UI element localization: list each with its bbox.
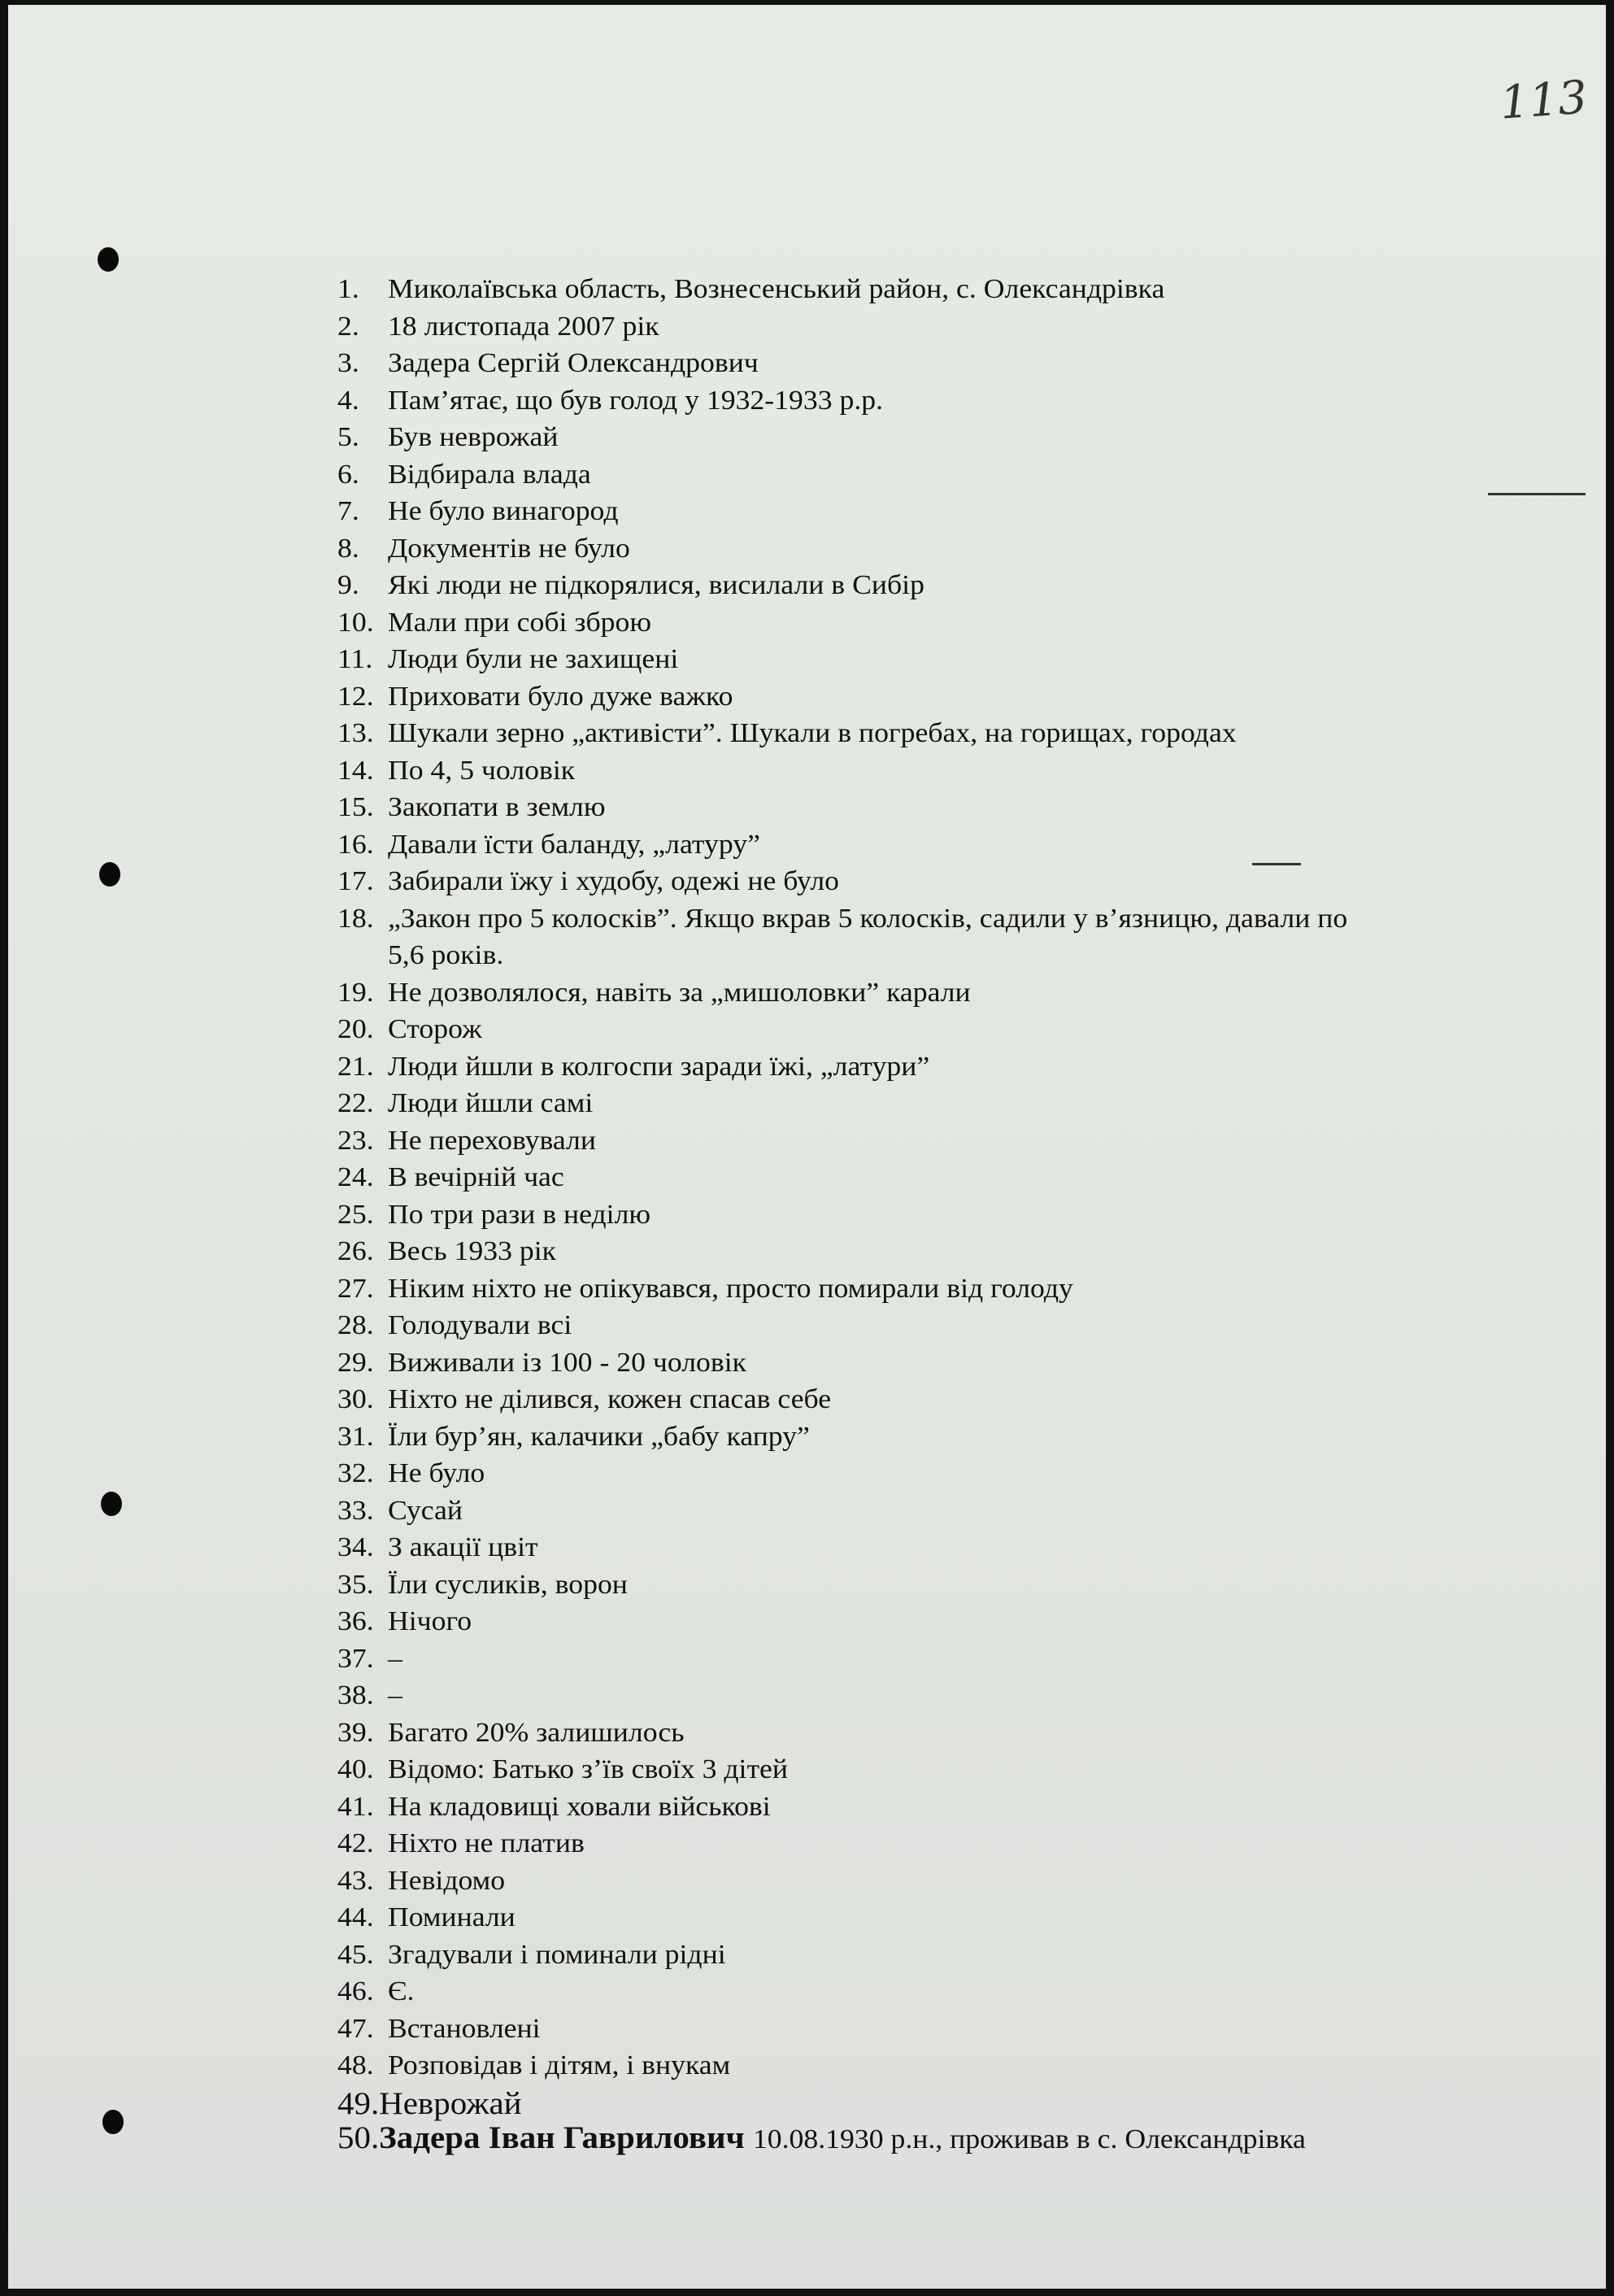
list-item	[337, 1052, 929, 1083]
list-item	[337, 1200, 650, 1231]
list-item	[337, 1644, 402, 1675]
list-item	[337, 274, 1164, 305]
list-item	[337, 1606, 472, 1637]
item-text: На кладовищі ховали військові	[387, 1791, 771, 1822]
list-item	[337, 1310, 572, 1341]
item-number: 40.	[337, 1754, 374, 1784]
list-item	[337, 2050, 730, 2081]
item-text: Ніким ніхто не опікувався, просто помирали від голоду	[387, 1273, 1073, 1304]
item-text: З акації цвіт	[387, 1532, 538, 1562]
item-number: 11.	[337, 644, 373, 674]
item-text: Не переховували	[387, 1125, 596, 1156]
item-number: 21.	[337, 1051, 374, 1082]
list-item	[337, 1348, 746, 1379]
item-number: 28.	[337, 1310, 374, 1340]
list-item	[337, 2085, 522, 2122]
item-text: 18 листопада 2007 рік	[387, 311, 659, 342]
item-text: Не дозволялося, навіть за „мишоловки” карали	[387, 977, 971, 1008]
item-text: Давали їсти баланду, „латуру”	[387, 829, 760, 860]
item-number: 36.	[337, 1606, 374, 1636]
item-number: 22.	[337, 1088, 374, 1118]
item-number: 44.	[337, 1902, 374, 1932]
list-item	[337, 978, 971, 1009]
list-item	[337, 1236, 556, 1267]
document-page	[8, 5, 1606, 2289]
item-number: 33.	[337, 1495, 374, 1526]
list-item	[337, 1422, 810, 1453]
list-item	[337, 1866, 505, 1897]
list-item	[337, 1902, 516, 1933]
list-item	[337, 1014, 482, 1045]
item-number: 39.	[337, 1717, 374, 1748]
item-number: 3.	[337, 348, 359, 378]
item-number: 30.	[337, 1384, 374, 1414]
person-name: Задера Іван Гаврилович	[379, 2120, 745, 2155]
item-number: 31.	[337, 1421, 374, 1452]
list-item	[337, 904, 1347, 935]
item-number: 47.	[337, 2013, 374, 2044]
list-item	[337, 1532, 538, 1563]
list-item	[337, 2120, 1306, 2156]
item-number: 2.	[337, 311, 359, 342]
list-item	[337, 756, 575, 786]
item-text: Люди були не захищені	[387, 644, 679, 674]
item-number: 13.	[337, 718, 374, 748]
item-text: Відбирала влада	[387, 459, 591, 490]
item-text: Був неврожай	[387, 422, 559, 452]
item-text: Розповідав і дітям, і внукам	[387, 2050, 731, 2080]
item-text: Люди йшли самі	[387, 1088, 594, 1118]
item-text: Не було	[387, 1458, 485, 1488]
punch-hole	[102, 2110, 124, 2134]
item-text: Їли сусликів, ворон	[387, 1569, 628, 1600]
item-number: 5.	[337, 422, 359, 452]
item-text: Шукали зерно „активісти”. Шукали в погребах, на горищах, городах	[387, 718, 1237, 748]
item-text: Їли бур’ян, калачики „бабу капру”	[387, 1421, 810, 1452]
list-item	[337, 1680, 402, 1711]
item-text: Поминали	[387, 1902, 516, 1932]
item-text: По 4, 5 чоловік	[387, 755, 576, 786]
list-item-continuation: 5,6 років.	[387, 940, 504, 970]
item-number: 18.	[337, 903, 374, 934]
list-item	[337, 1126, 596, 1157]
item-number: 43.	[337, 1865, 374, 1896]
list-item	[337, 1384, 831, 1415]
list-item	[337, 386, 883, 416]
list-item	[337, 866, 839, 897]
item-number: 14.	[337, 755, 374, 786]
item-number: 34.	[337, 1532, 374, 1562]
item-number: 1.	[337, 274, 359, 304]
list-item	[337, 348, 759, 379]
item-number: 38.	[337, 1680, 374, 1710]
punch-hole	[98, 247, 119, 272]
item-text: Встановлені	[387, 2013, 541, 2044]
item-number: 9.	[337, 570, 359, 600]
item-text: Не було винагород	[387, 496, 619, 526]
item-text: По три рази в неділю	[387, 1199, 651, 1230]
list-item	[337, 422, 558, 453]
list-item	[337, 1792, 771, 1823]
list-item	[337, 534, 630, 564]
item-text: Виживали із 100 - 20 чоловік	[387, 1347, 747, 1378]
item-number: 46.	[337, 1976, 374, 2006]
item-text: Приховати було дуже важко	[387, 681, 733, 712]
item-number: 19.	[337, 977, 374, 1008]
item-text: –	[387, 1643, 402, 1674]
list-item	[337, 312, 659, 342]
list-item	[337, 1088, 593, 1119]
item-number: 7.	[337, 496, 359, 526]
item-text: Які люди не підкорялися, висилали в Сибір	[387, 570, 924, 600]
item-text: Голодували всі	[387, 1310, 572, 1340]
item-number: 49.	[337, 2085, 380, 2121]
item-text: –	[387, 1680, 402, 1710]
item-text: В вечірній час	[387, 1162, 564, 1192]
scan-mark	[1488, 493, 1586, 495]
item-number: 24.	[337, 1162, 374, 1192]
item-number: 35.	[337, 1569, 374, 1600]
item-text: Нічого	[387, 1606, 472, 1636]
item-text: Забирали їжу і худобу, одежі не було	[387, 866, 840, 896]
list-item	[337, 2014, 541, 2045]
item-text: „Закон про 5 колосків”. Якщо вкрав 5 колосків, садили у в’язницю, давали по	[387, 903, 1348, 934]
list-item	[337, 1718, 685, 1749]
list-item	[337, 608, 651, 638]
item-number: 42.	[337, 1828, 374, 1858]
item-text: Сторож	[387, 1014, 482, 1044]
item-text: Весь 1933 рік	[387, 1236, 556, 1266]
list-item	[337, 1754, 788, 1785]
list-item	[337, 718, 1237, 749]
item-number: 48.	[337, 2050, 374, 2080]
item-number: 45.	[337, 1939, 374, 1970]
list-item	[337, 1570, 628, 1601]
list-item	[337, 1458, 485, 1489]
list-item	[337, 570, 924, 601]
item-number: 8.	[337, 533, 359, 564]
list-item	[337, 1162, 564, 1193]
item-number: 41.	[337, 1791, 374, 1822]
punch-hole	[99, 862, 120, 887]
list-item	[337, 830, 760, 860]
item-text: Невідомо	[387, 1865, 506, 1896]
list-item	[337, 644, 678, 675]
item-number: 16.	[337, 829, 374, 860]
list-item	[337, 1976, 414, 2007]
list-item	[337, 682, 733, 712]
item-text: Ніхто не платив	[387, 1828, 585, 1858]
scan-mark	[1252, 863, 1301, 865]
item-number: 50.	[337, 2120, 380, 2155]
item-number: 20.	[337, 1014, 374, 1044]
item-number: 6.	[337, 459, 359, 490]
item-text: Відомо: Батько з’їв своїх 3 дітей	[387, 1754, 789, 1784]
item-text: Ніхто не ділився, кожен спасав себе	[387, 1384, 832, 1414]
item-text: Документів не було	[387, 533, 630, 564]
item-text: Є.	[387, 1976, 415, 2006]
item-text: Мали при собі зброю	[387, 607, 652, 638]
item-number: 17.	[337, 866, 374, 896]
item-text: Задера Сергій Олександрович	[387, 348, 759, 378]
handwritten-page-number: 113	[1498, 71, 1590, 130]
list-item	[337, 460, 591, 490]
item-text: Сусай	[387, 1495, 463, 1526]
item-text: Миколаївська область, Вознесенський район, с. Олександрівка	[387, 274, 1165, 304]
item-number: 12.	[337, 681, 374, 712]
item-text: Пам’ятає, що був голод у 1932-1933 р.р.	[387, 385, 884, 416]
item-text: 10.08.1930 р.н., проживав в с. Олександрівка	[752, 2124, 1306, 2154]
item-number: 15.	[337, 792, 374, 822]
list-item	[337, 1496, 463, 1527]
item-number: 25.	[337, 1199, 374, 1230]
item-number: 4.	[337, 385, 359, 416]
item-text: Люди йшли в колгоспи заради їжі, „латури”	[387, 1051, 930, 1082]
punch-hole	[101, 1492, 122, 1516]
list-item	[337, 1940, 726, 1971]
list-item	[337, 792, 606, 823]
item-text: Неврожай	[379, 2085, 522, 2121]
item-number: 29.	[337, 1347, 374, 1378]
list-item	[337, 1828, 585, 1859]
item-text: Згадували і поминали рідні	[387, 1939, 726, 1970]
item-number: 10.	[337, 607, 374, 638]
item-number: 26.	[337, 1236, 374, 1266]
list-item	[337, 496, 619, 527]
item-number: 37.	[337, 1643, 374, 1674]
item-number: 32.	[337, 1458, 374, 1488]
item-number: 27.	[337, 1273, 374, 1304]
item-text: Багато 20% залишилось	[387, 1717, 685, 1748]
item-text: Закопати в землю	[387, 792, 606, 822]
list-item	[337, 1274, 1073, 1305]
item-number: 23.	[337, 1125, 374, 1156]
